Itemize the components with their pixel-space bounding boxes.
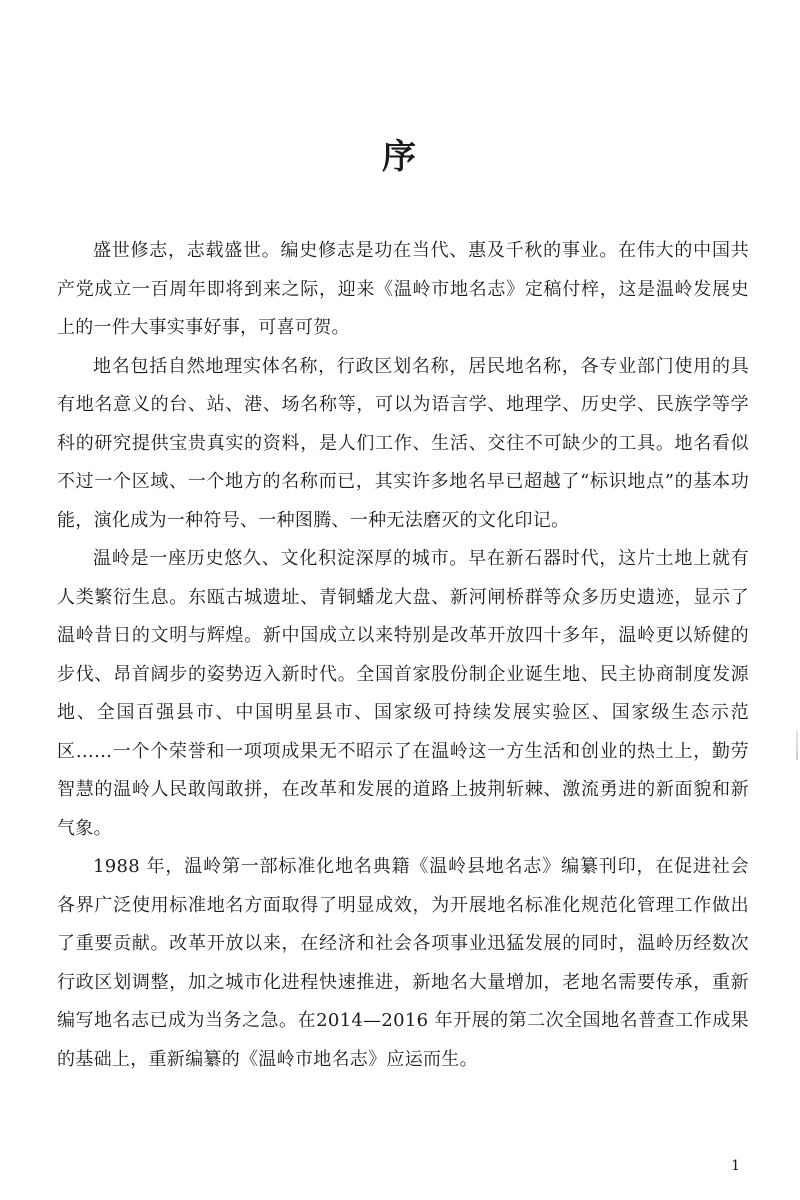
paragraph: 1988 年，温岭第一部标准化地名典籍《温岭县地名志》编纂刊印，在促进社会各界广泛使用标准地名方面取得了明显成效，为开展地名标准化规范化管理工作做出了重要贡献。改革开放以来，在经济和社会各项事业迅猛发展的同时，温岭历经数次行政区划调整，加之城市化进程快速推进，新地名大量增加，老地名需要传承，重新编写地名志已成为当务之急。在2014—2016 年开展的第二次全国地名普查工作成果的基础上，重新编纂的《温岭市地名志》应运而生。 bbox=[57, 856, 749, 1070]
preface-body bbox=[57, 232, 749, 1079]
paragraph: 盛世修志，志载盛世。编史修志是功在当代、惠及千秋的事业。在伟大的中国共产党成立一百周年即将到来之际，迎来《温岭市地名志》定稿付梓，这是温岭发展史上的一件大事实事好事，可喜可贺。 bbox=[57, 240, 749, 338]
paragraph: 地名包括自然地理实体名称，行政区划名称，居民地名称，各专业部门使用的具有地名意义的台、站、港、场名称等，可以为语言学、地理学、历史学、民族学等学科的研究提供宝贵真实的资料，是人们工作、生活、交往不可缺少的工具。地名看似不过一个区域、一个地方的名称而已，其实许多地名早已超越了“标识地点”的基本功能，演化成为一种符号、一种图腾、一种无法磨灭的文化印记。 bbox=[57, 355, 749, 531]
paragraph: 温岭是一座历史悠久、文化积淀深厚的城市。早在新石器时代，这片土地上就有人类繁衍生息。东瓯古城遗址、青铜蟠龙大盘、新河闸桥群等众多历史遗迹，显示了温岭昔日的文明与辉煌。新中国成立以来特别是改革开放四十多年，温岭更以矫健的步伐、昂首阔步的姿势迈入新时代。全国首家股份制企业诞生地、民主协商制度发源地、全国百强县市、中国明星县市、国家级可持续发展实验区、国家级生态示范区……一个个荣誉和一项项成果无不昭示了在温岭这一方生活和创业的热土上，勤劳智慧的温岭人民敢闯敢拼，在改革和发展的道路上披荆斩棘、激流勇进的新面貌和新气象。 bbox=[57, 548, 749, 839]
scan-edge-mark bbox=[796, 730, 798, 760]
page-number: 1 bbox=[731, 1158, 740, 1174]
page-title: 序 bbox=[382, 136, 418, 177]
